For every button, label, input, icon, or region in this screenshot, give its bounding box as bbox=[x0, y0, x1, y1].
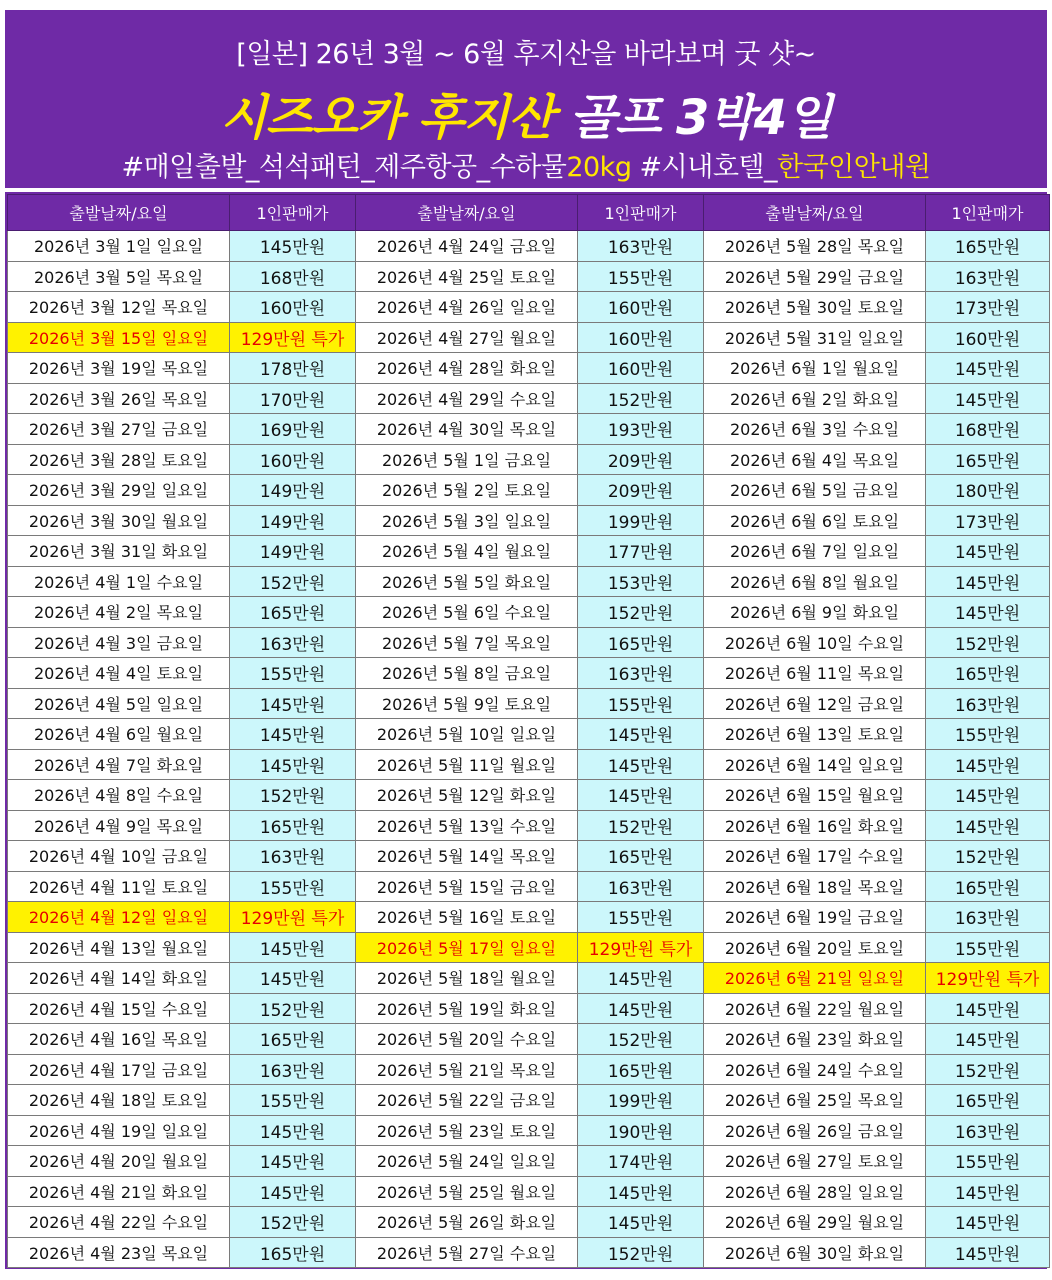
special-date-cell: 2026년 6월 21일 일요일 bbox=[704, 963, 926, 994]
table-row bbox=[8, 902, 1050, 933]
date-cell: 2026년 4월 15일 수요일 bbox=[8, 993, 230, 1024]
date-cell: 2026년 6월 16일 화요일 bbox=[704, 810, 926, 841]
date-cell: 2026년 5월 20일 수요일 bbox=[356, 1024, 578, 1055]
table-row bbox=[8, 1207, 1050, 1238]
date-cell: 2026년 4월 18일 토요일 bbox=[8, 1085, 230, 1116]
price-cell: 165만원 bbox=[926, 871, 1050, 902]
price-cell: 160만원 bbox=[578, 322, 704, 353]
date-cell: 2026년 4월 17일 금요일 bbox=[8, 1054, 230, 1085]
price-cell: 170만원 bbox=[230, 383, 356, 414]
date-cell: 2026년 5월 23일 토요일 bbox=[356, 1115, 578, 1146]
special-date-cell: 2026년 5월 17일 일요일 bbox=[356, 932, 578, 963]
date-cell: 2026년 5월 29일 금요일 bbox=[704, 261, 926, 292]
date-cell: 2026년 6월 28일 일요일 bbox=[704, 1176, 926, 1207]
price-cell: 165만원 bbox=[230, 1237, 356, 1268]
date-cell: 2026년 4월 19일 일요일 bbox=[8, 1115, 230, 1146]
price-cell: 165만원 bbox=[926, 444, 1050, 475]
price-cell: 155만원 bbox=[230, 658, 356, 689]
date-cell: 2026년 6월 12일 금요일 bbox=[704, 688, 926, 719]
title-main: 골프 3박4일 bbox=[569, 90, 832, 146]
date-cell: 2026년 6월 1일 월요일 bbox=[704, 353, 926, 384]
price-cell: 155만원 bbox=[578, 688, 704, 719]
table-row bbox=[8, 780, 1050, 811]
price-cell: 163만원 bbox=[926, 688, 1050, 719]
table-row bbox=[8, 932, 1050, 963]
price-cell: 145만원 bbox=[578, 993, 704, 1024]
date-cell: 2026년 6월 7일 일요일 bbox=[704, 536, 926, 567]
date-cell: 2026년 5월 4일 월요일 bbox=[356, 536, 578, 567]
hashtag-line bbox=[5, 150, 1047, 186]
price-table-container bbox=[5, 192, 1047, 1269]
subtitle: [일본] 26년 3월 ~ 6월 후지산을 바라보며 굿 샷~ bbox=[236, 39, 816, 70]
date-cell: 2026년 5월 31일 일요일 bbox=[704, 322, 926, 353]
date-cell: 2026년 4월 5일 일요일 bbox=[8, 688, 230, 719]
table-row bbox=[8, 414, 1050, 445]
price-cell: 190만원 bbox=[578, 1115, 704, 1146]
header-price-1: 1인판매가 bbox=[230, 195, 356, 231]
special-price-cell: 129만원 특가 bbox=[926, 963, 1050, 994]
table-row bbox=[8, 322, 1050, 353]
date-cell: 2026년 5월 15일 금요일 bbox=[356, 871, 578, 902]
date-cell: 2026년 4월 20일 월요일 bbox=[8, 1146, 230, 1177]
price-cell: 155만원 bbox=[926, 1146, 1050, 1177]
special-date-cell: 2026년 3월 15일 일요일 bbox=[8, 322, 230, 353]
price-cell: 145만원 bbox=[578, 780, 704, 811]
price-cell: 145만원 bbox=[230, 749, 356, 780]
table-row bbox=[8, 1115, 1050, 1146]
date-cell: 2026년 5월 9일 토요일 bbox=[356, 688, 578, 719]
price-cell: 163만원 bbox=[926, 1115, 1050, 1146]
price-cell: 145만원 bbox=[578, 1207, 704, 1238]
price-cell: 149만원 bbox=[230, 475, 356, 506]
date-cell: 2026년 6월 25일 목요일 bbox=[704, 1085, 926, 1116]
header-date-1: 출발날짜/요일 bbox=[8, 195, 230, 231]
price-cell: 145만원 bbox=[578, 719, 704, 750]
date-cell: 2026년 3월 28일 토요일 bbox=[8, 444, 230, 475]
date-cell: 2026년 5월 3일 일요일 bbox=[356, 505, 578, 536]
date-cell: 2026년 6월 18일 목요일 bbox=[704, 871, 926, 902]
table-row bbox=[8, 658, 1050, 689]
date-cell: 2026년 6월 29일 월요일 bbox=[704, 1207, 926, 1238]
price-cell: 173만원 bbox=[926, 292, 1050, 323]
table-header-row bbox=[8, 195, 1050, 231]
date-cell: 2026년 3월 26일 목요일 bbox=[8, 383, 230, 414]
price-cell: 177만원 bbox=[578, 536, 704, 567]
price-cell: 145만원 bbox=[926, 1024, 1050, 1055]
price-cell: 155만원 bbox=[926, 719, 1050, 750]
price-cell: 145만원 bbox=[926, 810, 1050, 841]
date-cell: 2026년 4월 29일 수요일 bbox=[356, 383, 578, 414]
date-cell: 2026년 4월 16일 목요일 bbox=[8, 1024, 230, 1055]
price-cell: 163만원 bbox=[926, 261, 1050, 292]
price-cell: 145만원 bbox=[926, 1176, 1050, 1207]
price-cell: 152만원 bbox=[578, 597, 704, 628]
date-cell: 2026년 3월 30일 월요일 bbox=[8, 505, 230, 536]
date-cell: 2026년 5월 22일 금요일 bbox=[356, 1085, 578, 1116]
header-banner bbox=[5, 10, 1047, 188]
price-cell: 165만원 bbox=[578, 627, 704, 658]
table-row bbox=[8, 292, 1050, 323]
date-cell: 2026년 4월 8일 수요일 bbox=[8, 780, 230, 811]
price-cell: 145만원 bbox=[926, 597, 1050, 628]
date-cell: 2026년 6월 23일 화요일 bbox=[704, 1024, 926, 1055]
price-cell: 155만원 bbox=[578, 902, 704, 933]
price-cell: 199만원 bbox=[578, 505, 704, 536]
table-row bbox=[8, 1024, 1050, 1055]
table-row bbox=[8, 1085, 1050, 1116]
table-row bbox=[8, 383, 1050, 414]
price-cell: 163만원 bbox=[230, 627, 356, 658]
price-cell: 145만원 bbox=[926, 1237, 1050, 1268]
date-cell: 2026년 5월 7일 목요일 bbox=[356, 627, 578, 658]
date-cell: 2026년 5월 18일 월요일 bbox=[356, 963, 578, 994]
table-row bbox=[8, 810, 1050, 841]
price-cell: 163만원 bbox=[230, 1054, 356, 1085]
special-price-cell: 129만원 특가 bbox=[230, 902, 356, 933]
date-cell: 2026년 4월 21일 화요일 bbox=[8, 1176, 230, 1207]
price-cell: 152만원 bbox=[230, 993, 356, 1024]
date-cell: 2026년 5월 30일 토요일 bbox=[704, 292, 926, 323]
date-cell: 2026년 3월 29일 일요일 bbox=[8, 475, 230, 506]
header-price-3: 1인판매가 bbox=[926, 195, 1050, 231]
page-title bbox=[5, 88, 1047, 148]
table-row bbox=[8, 1176, 1050, 1207]
date-cell: 2026년 5월 8일 금요일 bbox=[356, 658, 578, 689]
date-cell: 2026년 4월 30일 목요일 bbox=[356, 414, 578, 445]
date-cell: 2026년 6월 19일 금요일 bbox=[704, 902, 926, 933]
date-cell: 2026년 4월 27일 월요일 bbox=[356, 322, 578, 353]
date-cell: 2026년 4월 22일 수요일 bbox=[8, 1207, 230, 1238]
price-cell: 145만원 bbox=[230, 231, 356, 262]
date-cell: 2026년 5월 13일 수요일 bbox=[356, 810, 578, 841]
header-date-2: 출발날짜/요일 bbox=[356, 195, 578, 231]
date-cell: 2026년 6월 10일 수요일 bbox=[704, 627, 926, 658]
date-cell: 2026년 3월 12일 목요일 bbox=[8, 292, 230, 323]
table-row bbox=[8, 505, 1050, 536]
price-cell: 145만원 bbox=[926, 1207, 1050, 1238]
price-cell: 149만원 bbox=[230, 505, 356, 536]
date-cell: 2026년 5월 6일 수요일 bbox=[356, 597, 578, 628]
date-cell: 2026년 5월 21일 목요일 bbox=[356, 1054, 578, 1085]
price-cell: 153만원 bbox=[578, 566, 704, 597]
date-cell: 2026년 4월 2일 목요일 bbox=[8, 597, 230, 628]
date-cell: 2026년 6월 2일 화요일 bbox=[704, 383, 926, 414]
date-cell: 2026년 3월 19일 목요일 bbox=[8, 353, 230, 384]
price-cell: 152만원 bbox=[230, 566, 356, 597]
date-cell: 2026년 4월 13일 월요일 bbox=[8, 932, 230, 963]
table-row bbox=[8, 719, 1050, 750]
price-cell: 152만원 bbox=[578, 810, 704, 841]
table-row bbox=[8, 841, 1050, 872]
price-cell: 165만원 bbox=[230, 597, 356, 628]
tags-text-1: #매일출발_석석패턴_제주항공_수하물 bbox=[121, 152, 567, 183]
date-cell: 2026년 5월 19일 화요일 bbox=[356, 993, 578, 1024]
price-cell: 145만원 bbox=[926, 566, 1050, 597]
date-cell: 2026년 4월 3일 금요일 bbox=[8, 627, 230, 658]
table-row bbox=[8, 353, 1050, 384]
special-date-cell: 2026년 4월 12일 일요일 bbox=[8, 902, 230, 933]
price-cell: 165만원 bbox=[230, 1024, 356, 1055]
date-cell: 2026년 5월 1일 금요일 bbox=[356, 444, 578, 475]
date-cell: 2026년 6월 30일 화요일 bbox=[704, 1237, 926, 1268]
table-row bbox=[8, 597, 1050, 628]
price-cell: 152만원 bbox=[230, 780, 356, 811]
date-cell: 2026년 3월 1일 일요일 bbox=[8, 231, 230, 262]
date-cell: 2026년 4월 9일 목요일 bbox=[8, 810, 230, 841]
price-cell: 163만원 bbox=[578, 871, 704, 902]
date-cell: 2026년 6월 26일 금요일 bbox=[704, 1115, 926, 1146]
price-cell: 149만원 bbox=[230, 536, 356, 567]
table-row bbox=[8, 688, 1050, 719]
date-cell: 2026년 6월 9일 화요일 bbox=[704, 597, 926, 628]
price-cell: 165만원 bbox=[230, 810, 356, 841]
price-cell: 145만원 bbox=[926, 749, 1050, 780]
price-cell: 165만원 bbox=[578, 1054, 704, 1085]
date-cell: 2026년 4월 10일 금요일 bbox=[8, 841, 230, 872]
price-cell: 145만원 bbox=[230, 719, 356, 750]
price-cell: 165만원 bbox=[926, 658, 1050, 689]
price-cell: 174만원 bbox=[578, 1146, 704, 1177]
date-cell: 2026년 6월 14일 일요일 bbox=[704, 749, 926, 780]
price-cell: 155만원 bbox=[230, 871, 356, 902]
price-cell: 152만원 bbox=[926, 841, 1050, 872]
date-cell: 2026년 5월 2일 토요일 bbox=[356, 475, 578, 506]
date-cell: 2026년 5월 27일 수요일 bbox=[356, 1237, 578, 1268]
table-row bbox=[8, 261, 1050, 292]
price-cell: 155만원 bbox=[926, 932, 1050, 963]
date-cell: 2026년 6월 4일 목요일 bbox=[704, 444, 926, 475]
price-cell: 199만원 bbox=[578, 1085, 704, 1116]
date-cell: 2026년 4월 4일 토요일 bbox=[8, 658, 230, 689]
price-cell: 169만원 bbox=[230, 414, 356, 445]
date-cell: 2026년 5월 5일 화요일 bbox=[356, 566, 578, 597]
date-cell: 2026년 6월 15일 월요일 bbox=[704, 780, 926, 811]
price-cell: 168만원 bbox=[230, 261, 356, 292]
date-cell: 2026년 4월 11일 토요일 bbox=[8, 871, 230, 902]
price-table bbox=[7, 194, 1050, 1268]
date-cell: 2026년 4월 6일 월요일 bbox=[8, 719, 230, 750]
special-price-cell: 129만원 특가 bbox=[230, 322, 356, 353]
table-row bbox=[8, 1054, 1050, 1085]
title-highlight: 시즈오카 후지산 bbox=[220, 90, 554, 146]
special-price-cell: 129만원 특가 bbox=[578, 932, 704, 963]
table-row bbox=[8, 627, 1050, 658]
table-body bbox=[8, 231, 1050, 1268]
price-cell: 152만원 bbox=[578, 1237, 704, 1268]
price-cell: 152만원 bbox=[926, 627, 1050, 658]
table-row bbox=[8, 231, 1050, 262]
price-cell: 209만원 bbox=[578, 444, 704, 475]
table-row bbox=[8, 536, 1050, 567]
date-cell: 2026년 3월 27일 금요일 bbox=[8, 414, 230, 445]
table-row bbox=[8, 444, 1050, 475]
price-cell: 163만원 bbox=[578, 658, 704, 689]
date-cell: 2026년 6월 20일 토요일 bbox=[704, 932, 926, 963]
table-row bbox=[8, 566, 1050, 597]
date-cell: 2026년 5월 28일 목요일 bbox=[704, 231, 926, 262]
date-cell: 2026년 5월 14일 목요일 bbox=[356, 841, 578, 872]
date-cell: 2026년 6월 17일 수요일 bbox=[704, 841, 926, 872]
header-date-3: 출발날짜/요일 bbox=[704, 195, 926, 231]
date-cell: 2026년 4월 28일 화요일 bbox=[356, 353, 578, 384]
date-cell: 2026년 6월 3일 수요일 bbox=[704, 414, 926, 445]
date-cell: 2026년 6월 22일 월요일 bbox=[704, 993, 926, 1024]
price-cell: 152만원 bbox=[578, 383, 704, 414]
tags-highlight-2: 한국인안내원 bbox=[777, 152, 931, 183]
date-cell: 2026년 3월 31일 화요일 bbox=[8, 536, 230, 567]
price-cell: 145만원 bbox=[926, 536, 1050, 567]
price-cell: 145만원 bbox=[230, 932, 356, 963]
date-cell: 2026년 4월 1일 수요일 bbox=[8, 566, 230, 597]
price-cell: 145만원 bbox=[230, 963, 356, 994]
tags-highlight-1: 20kg bbox=[566, 152, 632, 183]
price-cell: 209만원 bbox=[578, 475, 704, 506]
date-cell: 2026년 5월 26일 화요일 bbox=[356, 1207, 578, 1238]
price-cell: 163만원 bbox=[926, 902, 1050, 933]
table-row bbox=[8, 749, 1050, 780]
date-cell: 2026년 6월 8일 월요일 bbox=[704, 566, 926, 597]
price-cell: 152만원 bbox=[578, 1024, 704, 1055]
header-price-2: 1인판매가 bbox=[578, 195, 704, 231]
price-cell: 155만원 bbox=[578, 261, 704, 292]
price-cell: 152만원 bbox=[230, 1207, 356, 1238]
date-cell: 2026년 5월 25일 월요일 bbox=[356, 1176, 578, 1207]
price-cell: 160만원 bbox=[230, 292, 356, 323]
price-cell: 152만원 bbox=[926, 1054, 1050, 1085]
price-cell: 145만원 bbox=[230, 1115, 356, 1146]
price-cell: 145만원 bbox=[230, 1176, 356, 1207]
date-cell: 2026년 4월 14일 화요일 bbox=[8, 963, 230, 994]
date-cell: 2026년 5월 10일 일요일 bbox=[356, 719, 578, 750]
table-row bbox=[8, 475, 1050, 506]
table-row bbox=[8, 963, 1050, 994]
price-cell: 178만원 bbox=[230, 353, 356, 384]
price-cell: 145만원 bbox=[230, 1146, 356, 1177]
price-cell: 165만원 bbox=[578, 841, 704, 872]
date-cell: 2026년 4월 7일 화요일 bbox=[8, 749, 230, 780]
price-cell: 160만원 bbox=[578, 292, 704, 323]
date-cell: 2026년 6월 11일 목요일 bbox=[704, 658, 926, 689]
price-cell: 155만원 bbox=[230, 1085, 356, 1116]
price-cell: 193만원 bbox=[578, 414, 704, 445]
date-cell: 2026년 6월 27일 토요일 bbox=[704, 1146, 926, 1177]
price-cell: 145만원 bbox=[578, 749, 704, 780]
price-cell: 145만원 bbox=[926, 353, 1050, 384]
date-cell: 2026년 4월 26일 일요일 bbox=[356, 292, 578, 323]
price-cell: 163만원 bbox=[230, 841, 356, 872]
price-cell: 145만원 bbox=[578, 1176, 704, 1207]
table-row bbox=[8, 993, 1050, 1024]
price-cell: 180만원 bbox=[926, 475, 1050, 506]
date-cell: 2026년 6월 5일 금요일 bbox=[704, 475, 926, 506]
date-cell: 2026년 6월 13일 토요일 bbox=[704, 719, 926, 750]
table-row bbox=[8, 871, 1050, 902]
date-cell: 2026년 5월 11일 월요일 bbox=[356, 749, 578, 780]
date-cell: 2026년 4월 25일 토요일 bbox=[356, 261, 578, 292]
price-cell: 173만원 bbox=[926, 505, 1050, 536]
price-cell: 165만원 bbox=[926, 1085, 1050, 1116]
date-cell: 2026년 4월 23일 목요일 bbox=[8, 1237, 230, 1268]
tags-text-2: #시내호텔_ bbox=[631, 152, 778, 183]
price-cell: 145만원 bbox=[926, 993, 1050, 1024]
date-cell: 2026년 5월 12일 화요일 bbox=[356, 780, 578, 811]
price-cell: 160만원 bbox=[926, 322, 1050, 353]
date-cell: 2026년 6월 6일 토요일 bbox=[704, 505, 926, 536]
date-cell: 2026년 6월 24일 수요일 bbox=[704, 1054, 926, 1085]
price-cell: 145만원 bbox=[926, 780, 1050, 811]
price-cell: 160만원 bbox=[578, 353, 704, 384]
price-cell: 145만원 bbox=[578, 963, 704, 994]
price-cell: 168만원 bbox=[926, 414, 1050, 445]
price-cell: 165만원 bbox=[926, 231, 1050, 262]
price-cell: 145만원 bbox=[926, 383, 1050, 414]
price-cell: 145만원 bbox=[230, 688, 356, 719]
date-cell: 2026년 4월 24일 금요일 bbox=[356, 231, 578, 262]
table-row bbox=[8, 1146, 1050, 1177]
date-cell: 2026년 3월 5일 목요일 bbox=[8, 261, 230, 292]
date-cell: 2026년 5월 24일 일요일 bbox=[356, 1146, 578, 1177]
price-cell: 163만원 bbox=[578, 231, 704, 262]
table-row bbox=[8, 1237, 1050, 1268]
price-cell: 160만원 bbox=[230, 444, 356, 475]
date-cell: 2026년 5월 16일 토요일 bbox=[356, 902, 578, 933]
